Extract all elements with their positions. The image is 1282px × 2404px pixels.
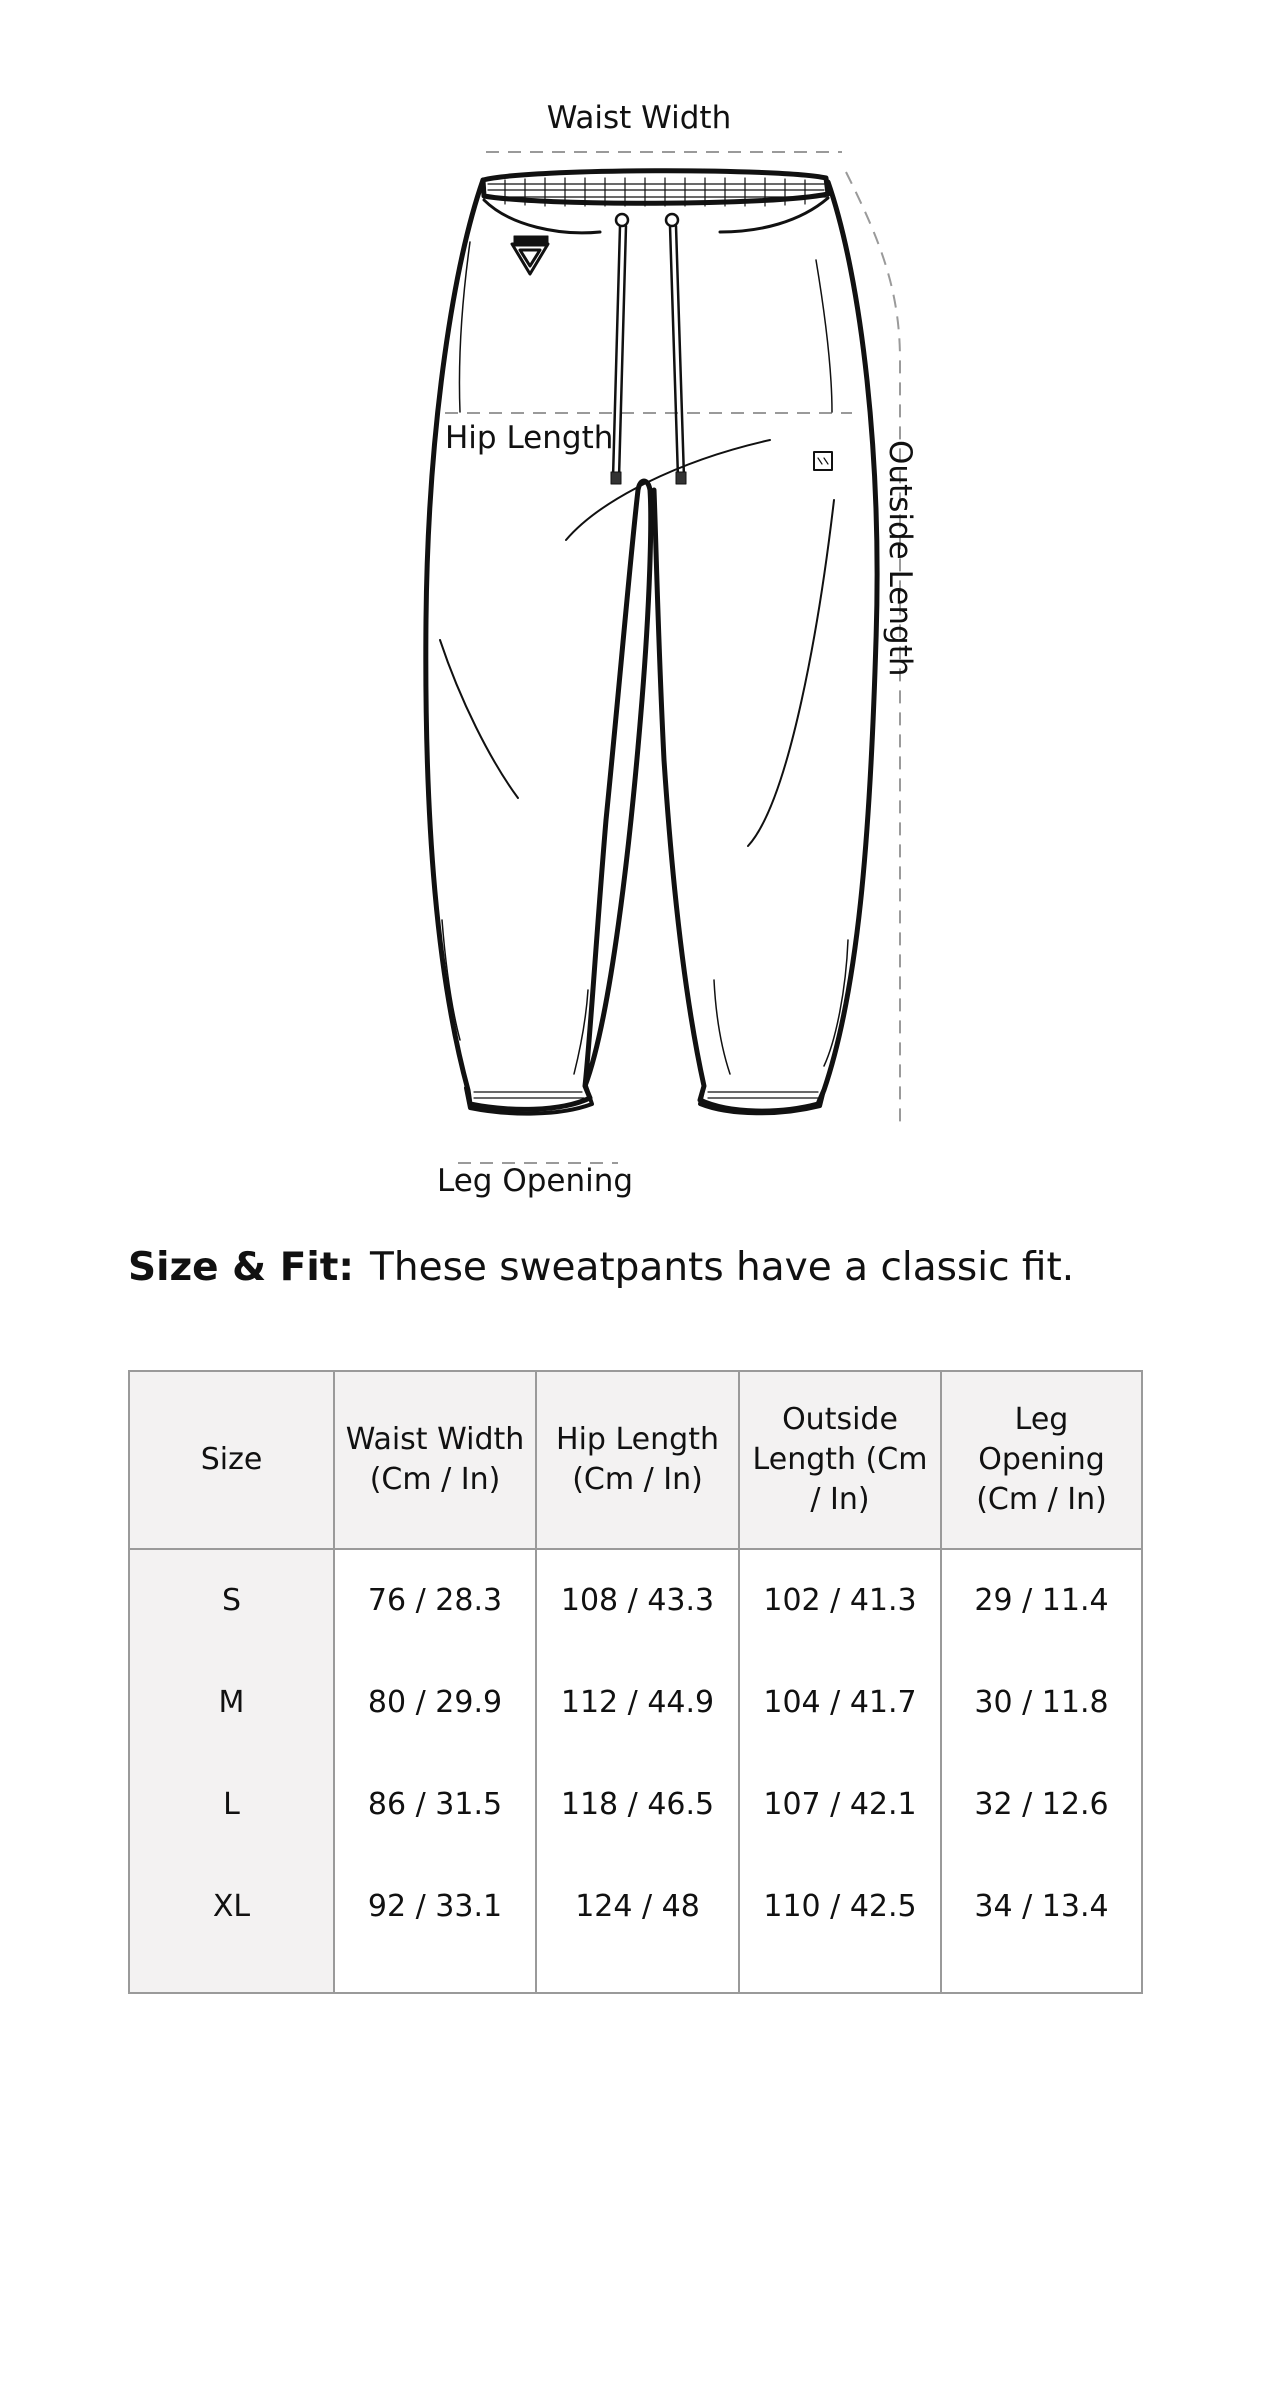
waist-width-label: Waist Width [546, 100, 732, 136]
size-cell: L [129, 1753, 334, 1855]
table-spacer-row [129, 1957, 1142, 1993]
table-row [129, 1651, 1142, 1753]
table-row [129, 1855, 1142, 1957]
size-cell: S [129, 1549, 334, 1651]
size-cell: M [129, 1651, 334, 1753]
waist-cell: 92 / 33.1 [334, 1855, 536, 1957]
size-chart-table [128, 1370, 1143, 1994]
outside-length-label: Outside Length [882, 440, 918, 677]
header-outside-length: Outside Length (Cm / In) [739, 1371, 941, 1549]
waistband [483, 171, 828, 204]
right-leg-outline [654, 182, 877, 1111]
size-fit-text: These sweatpants have a classic fit. [370, 1245, 1075, 1290]
size-cell: XL [129, 1855, 334, 1957]
size-fit-statement [128, 1245, 1074, 1290]
pants-outline [426, 171, 877, 1114]
table-row [129, 1753, 1142, 1855]
size-fit-label: Size & Fit: [128, 1245, 355, 1290]
leg-cell: 32 / 12.6 [941, 1753, 1142, 1855]
outside-cell: 107 / 42.1 [739, 1753, 941, 1855]
table-header-row [129, 1371, 1142, 1549]
header-waist-width: Waist Width (Cm / In) [334, 1371, 536, 1549]
zipper-pull [512, 244, 548, 274]
outside-cell: 104 / 41.7 [739, 1651, 941, 1753]
hip-cell: 108 / 43.3 [536, 1549, 739, 1651]
leg-opening-label: Leg Opening [437, 1163, 634, 1199]
leg-cell: 29 / 11.4 [941, 1549, 1142, 1651]
left-eyelet [616, 214, 628, 226]
hip-cell: 112 / 44.9 [536, 1651, 739, 1753]
leg-cell: 30 / 11.8 [941, 1651, 1142, 1753]
logo-tag [814, 452, 832, 470]
outside-cell: 110 / 42.5 [739, 1855, 941, 1957]
leg-cell: 34 / 13.4 [941, 1855, 1142, 1957]
waist-cell: 76 / 28.3 [334, 1549, 536, 1651]
hip-cell: 118 / 46.5 [536, 1753, 739, 1855]
hip-length-label: Hip Length [445, 420, 614, 456]
waist-cell: 80 / 29.9 [334, 1651, 536, 1753]
header-hip-length: Hip Length (Cm / In) [536, 1371, 739, 1549]
left-drawstring [613, 226, 626, 478]
header-leg-opening: Leg Opening (Cm / In) [941, 1371, 1142, 1549]
waist-cell: 86 / 31.5 [334, 1753, 536, 1855]
table-row [129, 1549, 1142, 1651]
outside-cell: 102 / 41.3 [739, 1549, 941, 1651]
header-size: Size [129, 1371, 334, 1549]
right-drawstring [670, 226, 684, 478]
right-eyelet [666, 214, 678, 226]
hip-cell: 124 / 48 [536, 1855, 739, 1957]
